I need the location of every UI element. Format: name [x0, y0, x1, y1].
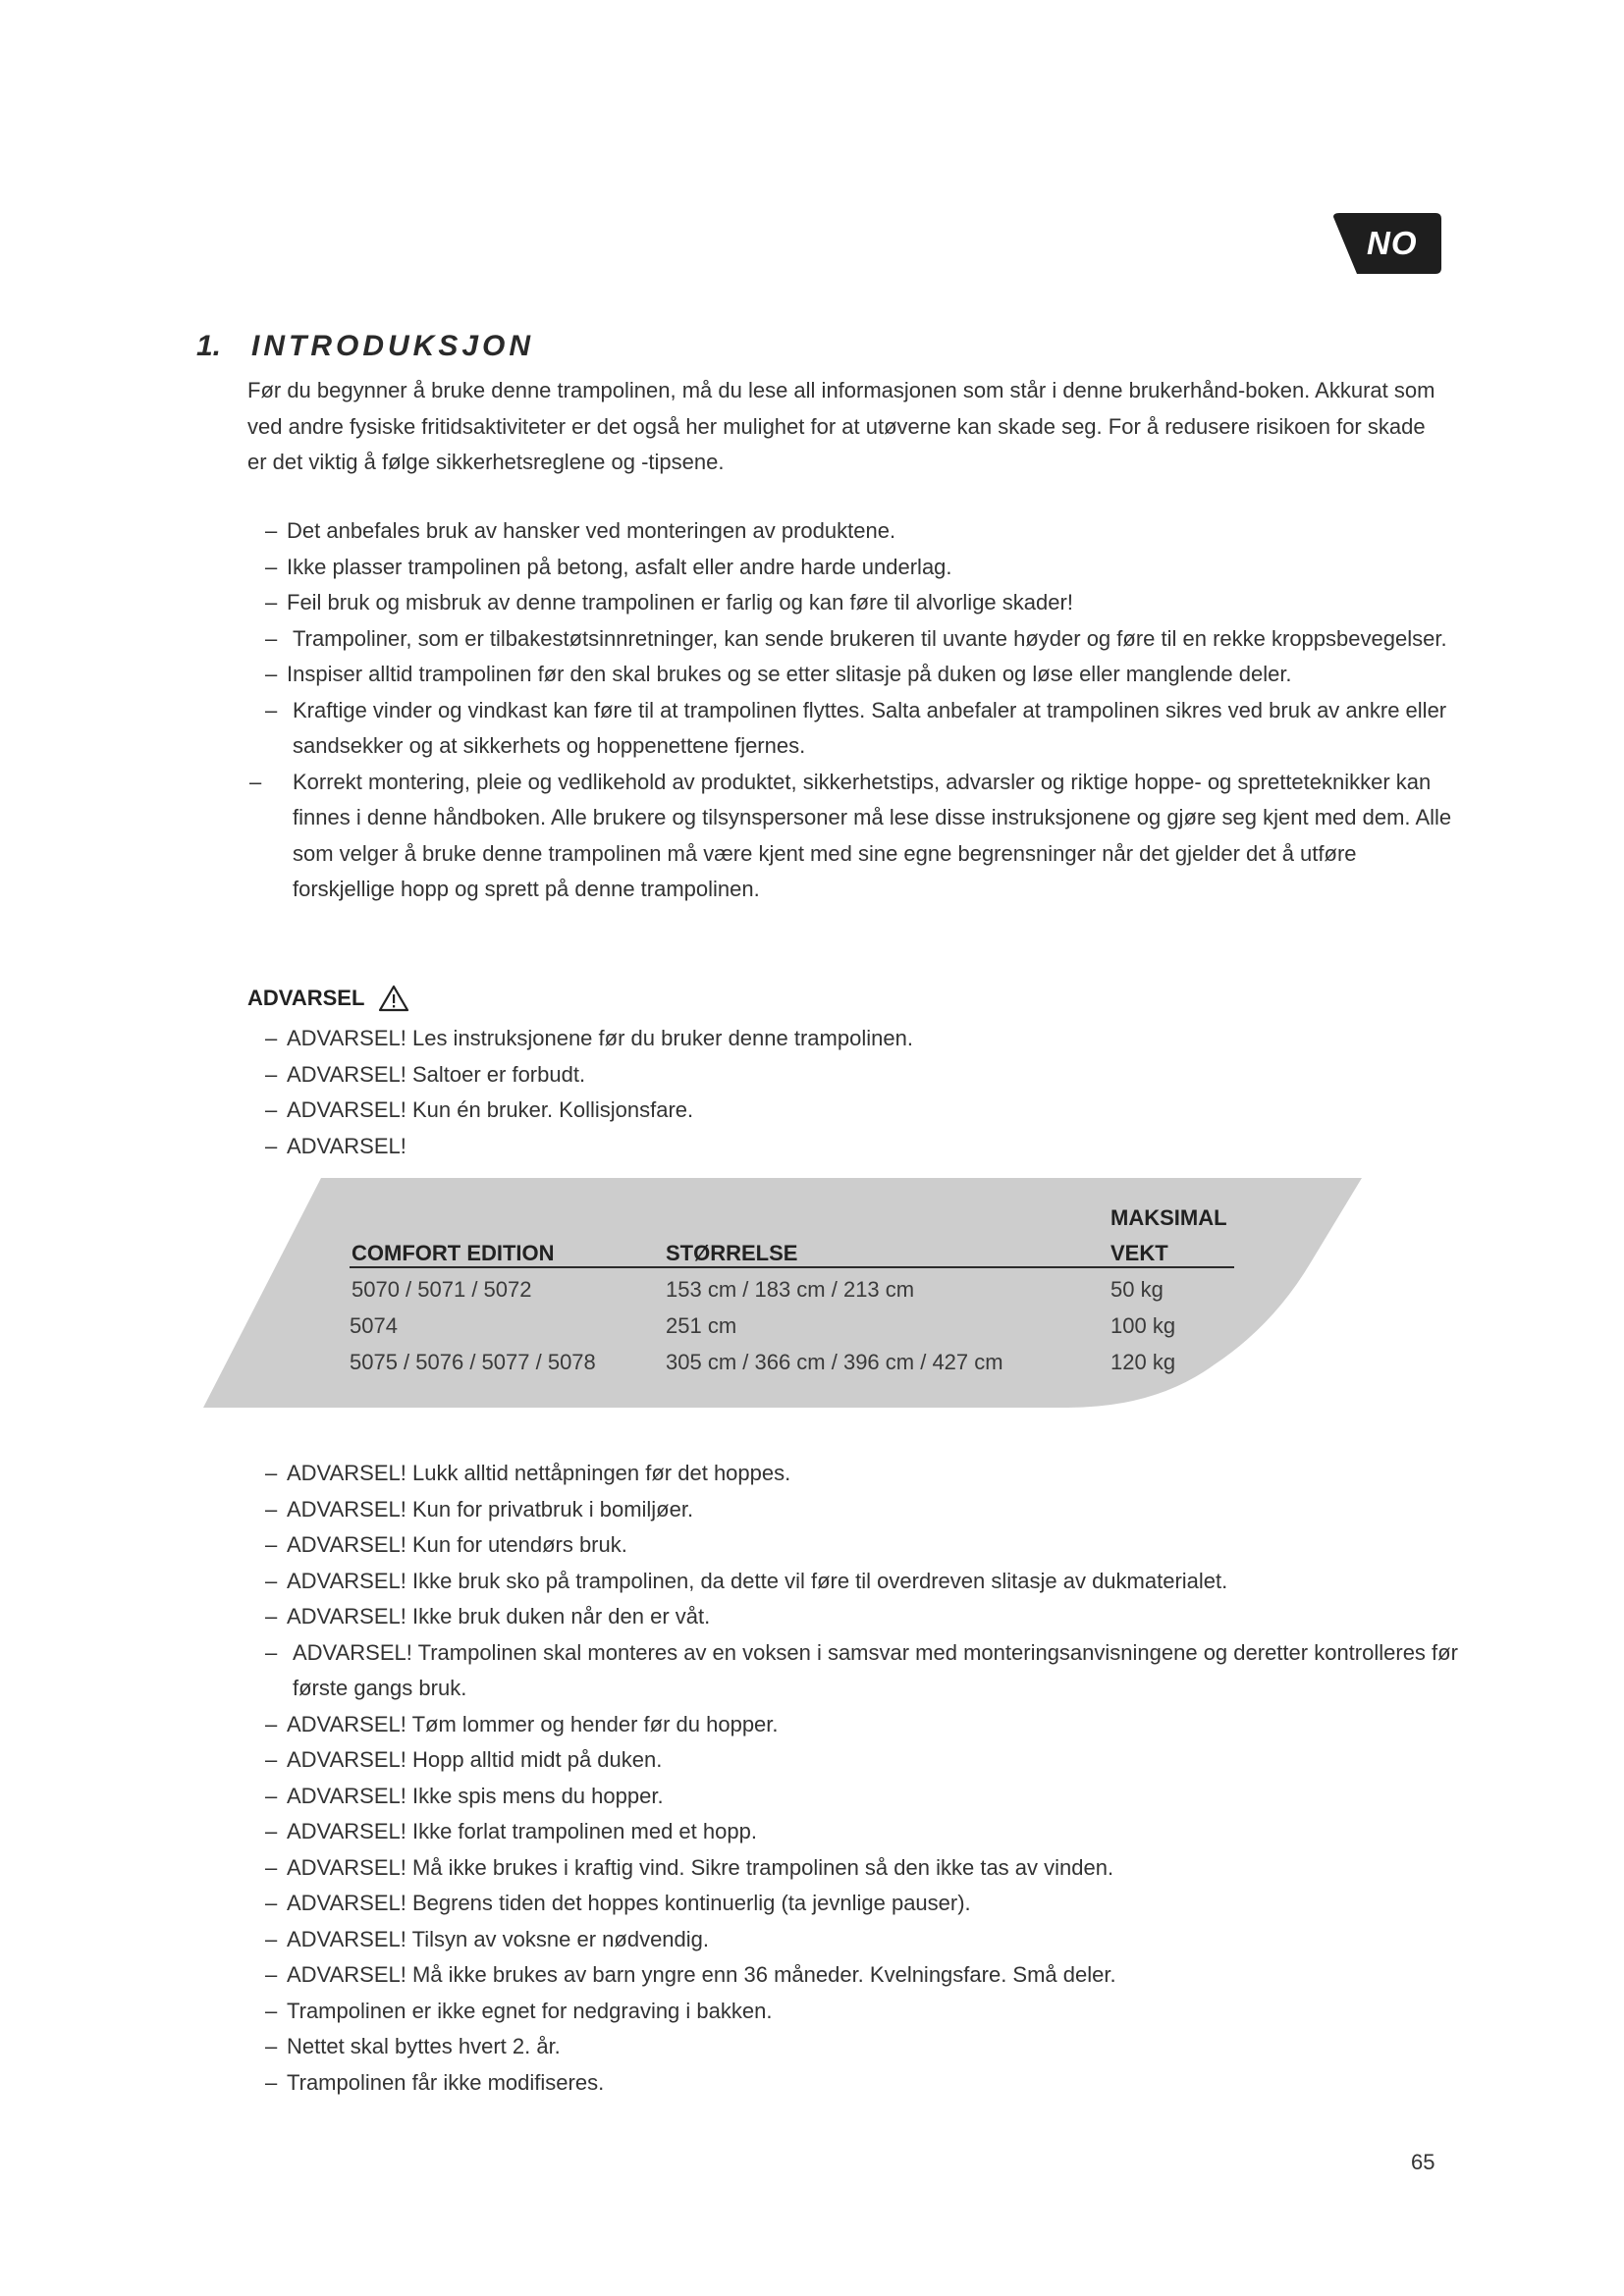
table-cell-size: 153 cm / 183 cm / 213 cm — [666, 1277, 915, 1302]
list-item: – Trampoliner, som er tilbakestøtsinnretninger, kan sende brukeren til uvante høyder og føre til en rekke kroppsbevegelser. — [265, 621, 1463, 658]
list-item: – Trampolinen er ikke egnet for nedgraving i bakken. — [265, 1994, 1463, 2030]
warning-list-top — [265, 1021, 1463, 1164]
warning-triangle-icon — [378, 985, 409, 1012]
list-item: – Det anbefales bruk av hansker ved monteringen av produktene. — [265, 513, 1463, 550]
list-item: – Korrekt montering, pleie og vedlikehold av produktet, sikkerhetstips, advarsler og riktige hoppe- og spretteteknikker kan finnes i denne håndboken. Alle brukere og tilsynspersoner må lese disse instruksjonene og gjøre seg kjent med dem. Alle som velger å bruke denne trampolinen må være kjent med sine egne begrensninger når det gjelder det å utføre forskjellige hopp og sprett på denne trampolinen. — [265, 765, 1463, 908]
section-heading — [196, 330, 534, 363]
list-item: – ADVARSEL! Tilsyn av voksne er nødvendig. — [265, 1922, 1463, 1958]
list-item: – ADVARSEL! Ikke spis mens du hopper. — [265, 1779, 1463, 1815]
safety-list — [265, 513, 1463, 908]
list-item: – ADVARSEL! Ikke bruk duken når den er våt. — [265, 1599, 1463, 1635]
list-item: – Inspiser alltid trampolinen før den skal brukes og se etter slitasje på duken og løse eller manglende deler. — [265, 657, 1463, 693]
list-item: – Feil bruk og misbruk av denne trampolinen er farlig og kan føre til alvorlige skader! — [265, 585, 1463, 621]
list-item: – ADVARSEL! Må ikke brukes i kraftig vind. Sikre trampolinen så den ikke tas av vinden. — [265, 1850, 1463, 1887]
header-size: STØRRELSE — [666, 1241, 798, 1265]
list-item: – ADVARSEL! Begrens tiden det hoppes kontinuerlig (ta jevnlige pauser). — [265, 1886, 1463, 1922]
table-header-rule — [350, 1266, 1234, 1268]
language-badge — [1333, 213, 1441, 274]
list-item: – ADVARSEL! Må ikke brukes av barn yngre enn 36 måneder. Kvelningsfare. Små deler. — [265, 1957, 1463, 1994]
list-item: – ADVARSEL! Lukk alltid nettåpningen før det hoppes. — [265, 1456, 1463, 1492]
table-cell-weight: 50 kg — [1110, 1277, 1164, 1302]
list-item: – ADVARSEL! Kun for privatbruk i bomiljøer. — [265, 1492, 1463, 1528]
list-item: – Kraftige vinder og vindkast kan føre til at trampolinen flyttes. Salta anbefaler at trampolinen sikres ved bruk av ankre eller sandsekker og at sikkerhets og hoppenettene fjernes. — [265, 693, 1463, 765]
list-item: – Nettet skal byttes hvert 2. år. — [265, 2029, 1463, 2065]
list-item: – ADVARSEL! Les instruksjonene før du bruker denne trampolinen. — [265, 1021, 1463, 1057]
list-item: – Ikke plasser trampolinen på betong, asfalt eller andre harde underlag. — [265, 550, 1463, 586]
list-item: – ADVARSEL! Kun én bruker. Kollisjonsfare. — [265, 1093, 1463, 1129]
table-cell-size: 305 cm / 366 cm / 396 cm / 427 cm — [666, 1350, 1003, 1374]
language-code: NO — [1367, 225, 1418, 261]
table-cell-weight: 100 kg — [1110, 1313, 1176, 1338]
intro-paragraph: Før du begynner å bruke denne trampolinen, må du lese all informasjonen som står i denne brukerhånd-boken. Akkurat som ved andre fysiske fritidsaktiviteter er det også her mulighet for at utøverne kan skade seg. For å redusere risikoen for skade er det viktig å følge sikkerhetsreglene og -tipsene. — [247, 378, 1435, 474]
header-weight-line1: MAKSIMAL — [1110, 1205, 1227, 1230]
table-cell-model: 5070 / 5071 / 5072 — [352, 1277, 532, 1302]
page-number: 65 — [1411, 2150, 1435, 2174]
warning-list-bottom — [265, 1456, 1463, 2101]
list-item: – ADVARSEL! Ikke bruk sko på trampolinen, da dette vil føre til overdreven slitasje av dukmaterialet. — [265, 1564, 1463, 1600]
table-cell-model: 5075 / 5076 / 5077 / 5078 — [350, 1350, 596, 1374]
warning-title: ADVARSEL — [247, 986, 365, 1010]
list-item: – Trampolinen får ikke modifiseres. — [265, 2065, 1463, 2102]
section-title: INTRODUKSJON — [251, 330, 535, 362]
header-model: COMFORT EDITION — [352, 1241, 555, 1265]
list-item: – ADVARSEL! Kun for utendørs bruk. — [265, 1527, 1463, 1564]
list-item: – ADVARSEL! Ikke forlat trampolinen med et hopp. — [265, 1814, 1463, 1850]
list-item: – ADVARSEL! — [265, 1129, 1463, 1165]
list-item: – ADVARSEL! Hopp alltid midt på duken. — [265, 1742, 1463, 1779]
list-item: – ADVARSEL! Trampolinen skal monteres av en voksen i samsvar med monteringsanvisningene og deretter kontrolleres før første gangs bruk. — [265, 1635, 1463, 1707]
table-cell-weight: 120 kg — [1110, 1350, 1176, 1374]
list-item: – ADVARSEL! Saltoer er forbudt. — [265, 1057, 1463, 1094]
section-number: 1. — [196, 330, 222, 362]
header-weight-line2: VEKT — [1110, 1241, 1168, 1265]
list-item: – ADVARSEL! Tøm lommer og hender før du hopper. — [265, 1707, 1463, 1743]
table-cell-size: 251 cm — [666, 1313, 737, 1338]
table-cell-model: 5074 — [350, 1313, 398, 1338]
warning-heading — [247, 985, 409, 1012]
